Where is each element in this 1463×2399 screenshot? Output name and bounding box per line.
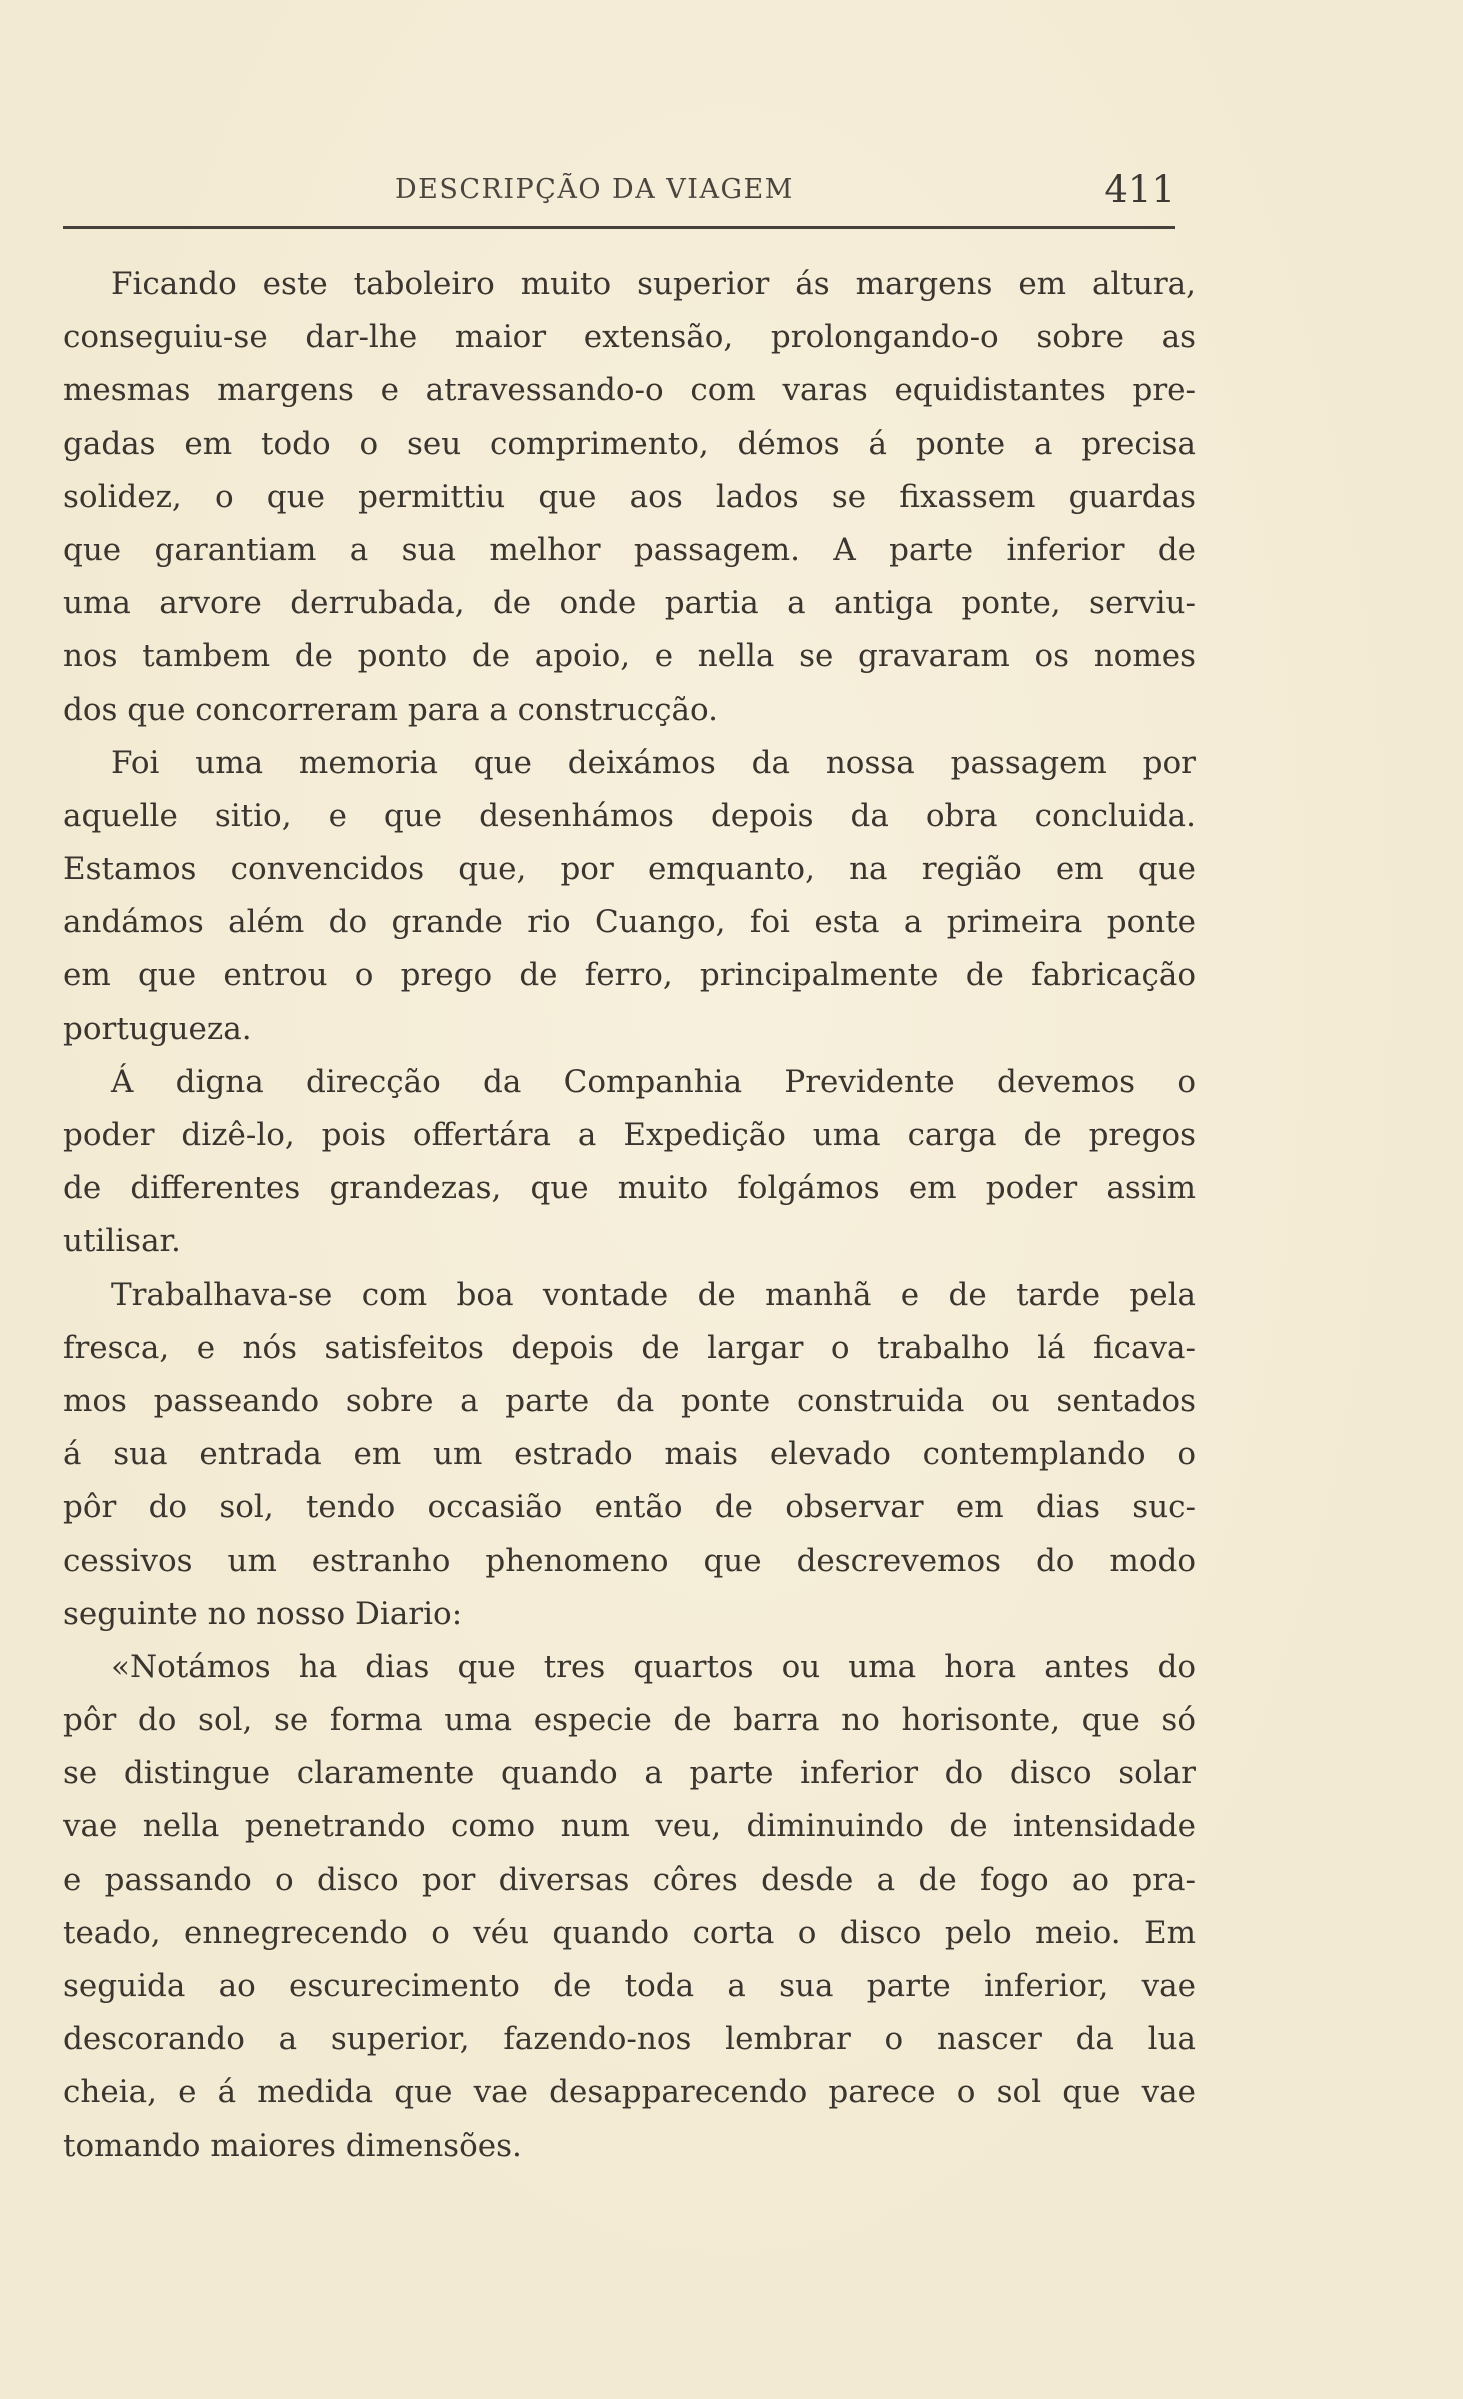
text-line: gadas em todo o seu comprimento, démos á ponte a precisa (63, 425, 1196, 462)
text-line: fresca, e nós satisfeitos depois de largar o trabalho lá ficava- (63, 1329, 1196, 1366)
text-line: cessivos um estranho phenomeno que descrevemos do modo (63, 1542, 1196, 1579)
text-line: seguinte no nosso Diario: (63, 1595, 463, 1632)
header-rule (63, 226, 1175, 229)
running-head (395, 168, 1175, 218)
text-line: tomando maiores dimensões. (63, 2127, 522, 2164)
text-line: cheia, e á medida que vae desapparecendo parece o sol que vae (63, 2074, 1196, 2111)
text-line: Á digna direcção da Companhia Previdente devemos o (111, 1063, 1196, 1100)
text-line: conseguiu-se dar-lhe maior extensão, prolongando-o sobre as (63, 319, 1196, 356)
text-line: utilisar. (63, 1223, 181, 1260)
text-line: solidez, o que permittiu que aos lados se fixassem guardas (63, 478, 1196, 515)
text-line: de differentes grandezas, que muito folgámos em poder assim (63, 1170, 1196, 1207)
text-line: nos tambem de ponto de apoio, e nella se gravaram os nomes (63, 638, 1196, 675)
text-line: que garantiam a sua melhor passagem. A parte inferior de (63, 531, 1196, 568)
text-line: uma arvore derrubada, de onde partia a antiga ponte, serviu- (63, 585, 1196, 622)
text-line: Estamos convencidos que, por emquanto, na região em que (63, 851, 1196, 888)
text-line: dos que concorreram para a construcção. (63, 691, 718, 728)
running-title: DESCRIPÇÃO DA VIAGEM (395, 174, 794, 205)
text-line: á sua entrada em um estrado mais elevado contemplando o (63, 1436, 1196, 1473)
text-line: vae nella penetrando como num veu, diminuindo de intensidade (63, 1808, 1196, 1845)
text-line: portugueza. (63, 1010, 252, 1047)
text-line: descorando a superior, fazendo-nos lembrar o nascer da lua (63, 2021, 1196, 2058)
text-line: se distingue claramente quando a parte inferior do disco solar (63, 1755, 1196, 1792)
text-line: mos passeando sobre a parte da ponte construida ou sentados (63, 1382, 1196, 1419)
body-text (63, 258, 1196, 2173)
text-line: andámos além do grande rio Cuango, foi esta a primeira ponte (63, 904, 1196, 941)
text-line: Foi uma memoria que deixámos da nossa passagem por (111, 744, 1196, 781)
text-line: «Notámos ha dias que tres quartos ou uma hora antes do (111, 1648, 1196, 1685)
text-line: Ficando este taboleiro muito superior ás margens em altura, (111, 266, 1196, 302)
text-line: mesmas margens e atravessando-o com varas equidistantes pre- (63, 372, 1196, 409)
text-line: em que entrou o prego de ferro, principalmente de fabricação (63, 957, 1196, 994)
text-line: pôr do sol, tendo occasião então de observar em dias suc- (63, 1489, 1196, 1526)
text-line: seguida ao escurecimento de toda a sua parte inferior, vae (63, 1968, 1196, 2004)
text-line: poder dizê-lo, pois offertára a Expedição uma carga de pregos (63, 1117, 1196, 1153)
text-line: Trabalhava-se com boa vontade de manhã e de tarde pela (111, 1276, 1196, 1313)
text-line: pôr do sol, se forma uma especie de barra no horisonte, que só (63, 1702, 1196, 1739)
page-number: 411 (1104, 168, 1175, 211)
text-line: aquelle sitio, e que desenhámos depois da obra concluida. (63, 797, 1196, 834)
text-line: e passando o disco por diversas côres desde a de fogo ao pra- (63, 1861, 1196, 1898)
text-line: teado, ennegrecendo o véu quando corta o disco pelo meio. Em (63, 1914, 1196, 1951)
